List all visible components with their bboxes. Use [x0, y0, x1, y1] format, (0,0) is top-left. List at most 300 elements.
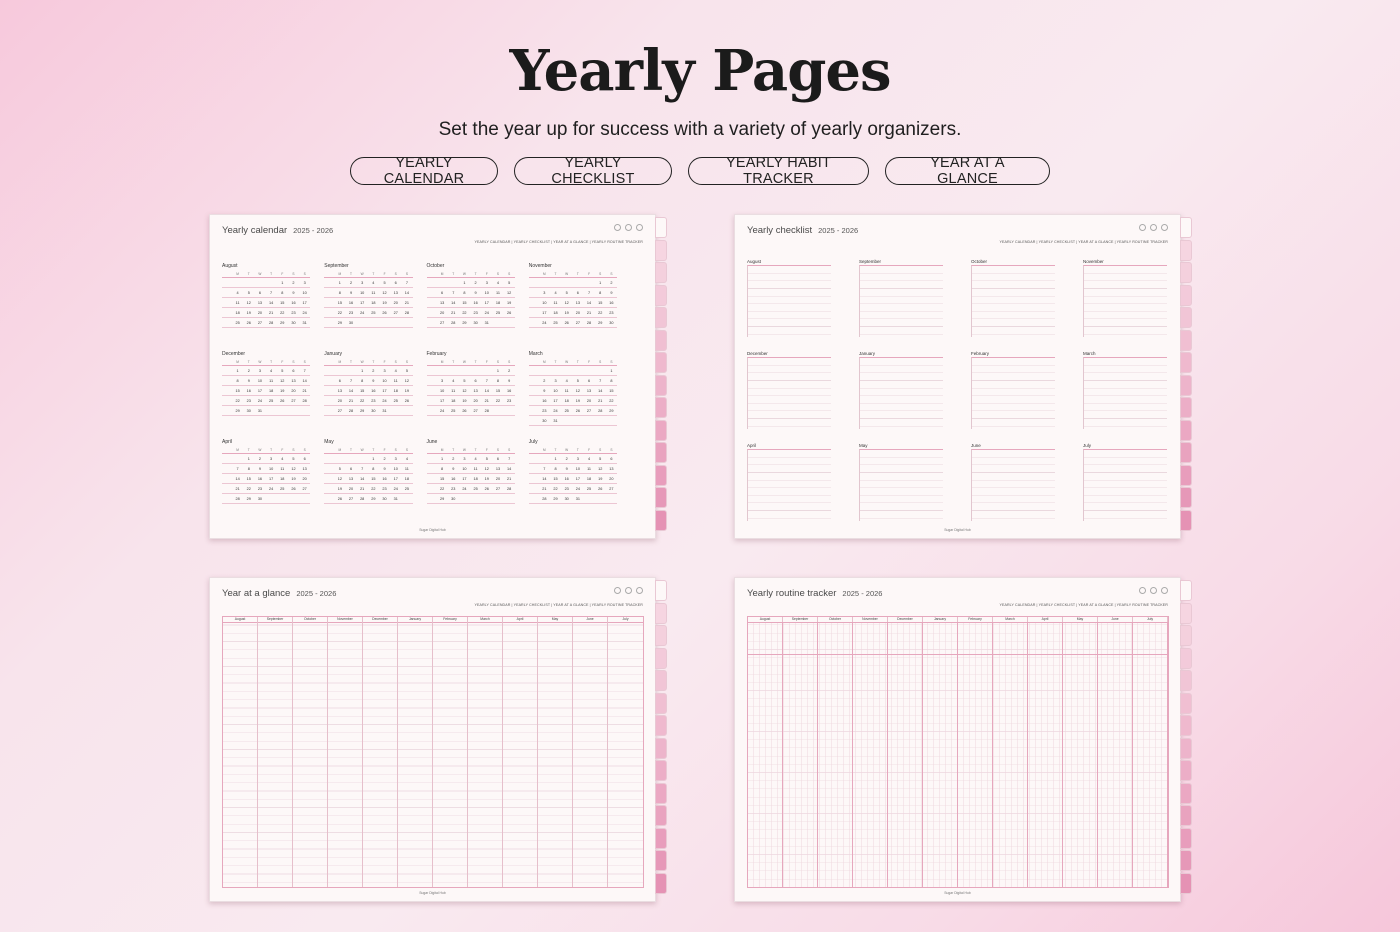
calendar-day[interactable]: 3 [441, 378, 444, 383]
side-tab[interactable] [655, 487, 667, 508]
calendar-icon[interactable] [1139, 587, 1146, 594]
calendar-day[interactable]: 21 [484, 398, 489, 403]
settings-icon[interactable] [1150, 224, 1157, 231]
sheet-navlinks[interactable]: YEARLY CALENDAR | YEARLY CHECKLIST | YEAR AT A GLANCE | YEARLY ROUTINE TRACKER [999, 603, 1168, 607]
side-tab[interactable] [655, 330, 667, 351]
side-tab[interactable] [655, 873, 667, 894]
calendar-day[interactable]: 19 [507, 300, 512, 305]
calendar-day[interactable]: 12 [564, 300, 569, 305]
calendar-day[interactable]: 15 [246, 476, 251, 481]
calendar-day[interactable]: 23 [246, 398, 251, 403]
calendar-day[interactable]: 4 [281, 456, 284, 461]
calendar-day[interactable]: 9 [508, 378, 511, 383]
calendar-day[interactable]: 12 [291, 466, 296, 471]
side-tab[interactable] [655, 217, 667, 238]
calendar-day[interactable]: 27 [439, 320, 445, 325]
calendar-day[interactable]: 14 [302, 378, 307, 383]
calendar-day[interactable]: 31 [553, 418, 558, 423]
calendar-day[interactable]: 3 [576, 456, 579, 461]
calendar-day[interactable]: 4 [270, 368, 273, 373]
side-tab[interactable] [655, 693, 667, 714]
calendar-day[interactable]: 15 [439, 476, 445, 481]
calendar-day[interactable]: 22 [371, 486, 376, 491]
sheet-navlinks[interactable]: YEARLY CALENDAR | YEARLY CHECKLIST | YEAR AT A GLANCE | YEARLY ROUTINE TRACKER [999, 240, 1168, 244]
side-tab[interactable] [1180, 648, 1192, 669]
side-tab[interactable] [1180, 285, 1192, 306]
calendar-day[interactable]: 25 [371, 310, 376, 315]
calendar-day[interactable]: 31 [393, 496, 398, 501]
calendar-day[interactable]: 5 [576, 378, 579, 383]
calendar-day[interactable]: 15 [337, 300, 342, 305]
calendar-day[interactable]: 29 [553, 496, 558, 501]
calendar-day[interactable]: 21 [404, 300, 410, 305]
calendar-day[interactable]: 10 [542, 300, 547, 305]
calendar-day[interactable]: 24 [462, 486, 467, 491]
calendar-day[interactable]: 10 [484, 290, 489, 295]
calendar-day[interactable]: 21 [451, 310, 456, 315]
calendar-day[interactable]: 21 [360, 486, 365, 491]
calendar-day[interactable]: 27 [257, 320, 263, 325]
calendar-day[interactable]: 26 [404, 398, 410, 403]
calendar-day[interactable]: 8 [236, 378, 239, 383]
calendar-day[interactable]: 2 [383, 456, 386, 461]
calendar-day[interactable]: 13 [291, 378, 296, 383]
calendar-day[interactable]: 29 [598, 320, 603, 325]
calendar-day[interactable]: 10 [575, 466, 580, 471]
side-tab[interactable] [655, 352, 667, 373]
calendar-day[interactable]: 25 [553, 320, 558, 325]
calendar-day[interactable]: 7 [405, 280, 408, 285]
calendar-day[interactable]: 2 [247, 368, 250, 373]
calendar-day[interactable]: 3 [361, 280, 364, 285]
calendar-day[interactable]: 15 [371, 476, 376, 481]
calendar-day[interactable]: 5 [383, 280, 386, 285]
calendar-day[interactable]: 23 [348, 310, 354, 315]
calendar-day[interactable]: 23 [371, 398, 376, 403]
calendar-day[interactable]: 26 [246, 320, 251, 325]
home-icon[interactable] [636, 587, 643, 594]
calendar-day[interactable]: 11 [280, 466, 285, 471]
calendar-day[interactable]: 5 [338, 466, 341, 471]
calendar-day[interactable]: 27 [302, 486, 307, 491]
calendar-day[interactable]: 29 [360, 408, 365, 413]
glance-month-column[interactable] [573, 617, 608, 887]
side-tab[interactable] [1180, 603, 1192, 624]
calendar-day[interactable]: 18 [393, 388, 398, 393]
glance-month-column[interactable] [328, 617, 363, 887]
calendar-day[interactable]: 2 [565, 456, 568, 461]
calendar-day[interactable]: 31 [575, 496, 580, 501]
calendar-day[interactable]: 25 [269, 398, 274, 403]
calendar-day[interactable]: 11 [564, 388, 569, 393]
calendar-day[interactable]: 6 [587, 378, 591, 383]
pill-yearly-habit-tracker[interactable]: YEARLY HABIT TRACKER [688, 157, 869, 185]
calendar-day[interactable]: 5 [292, 456, 295, 461]
calendar-day[interactable]: 18 [451, 398, 456, 403]
calendar-day[interactable]: 1 [372, 456, 375, 461]
side-tab[interactable] [655, 262, 667, 283]
side-tab[interactable] [655, 783, 667, 804]
calendar-day[interactable]: 5 [599, 456, 602, 461]
side-tab[interactable] [1180, 217, 1192, 238]
side-tab[interactable] [655, 285, 667, 306]
calendar-day[interactable]: 20 [473, 398, 478, 403]
calendar-day[interactable]: 17 [439, 398, 445, 403]
calendar-day[interactable]: 11 [235, 300, 240, 305]
calendar-icon[interactable] [614, 587, 621, 594]
calendar-day[interactable]: 23 [382, 486, 387, 491]
glance-month-column[interactable] [223, 617, 258, 887]
calendar-day[interactable]: 8 [441, 466, 444, 471]
calendar-day[interactable]: 11 [269, 378, 274, 383]
calendar-day[interactable]: 13 [473, 388, 478, 393]
calendar-day[interactable]: 10 [257, 378, 263, 383]
calendar-day[interactable]: 31 [302, 320, 307, 325]
calendar-day[interactable]: 8 [338, 290, 341, 295]
calendar-day[interactable]: 7 [270, 290, 273, 295]
side-tab[interactable] [1180, 760, 1192, 781]
calendar-day[interactable]: 16 [257, 476, 263, 481]
calendar-day[interactable]: 31 [382, 408, 387, 413]
calendar-day[interactable]: 6 [496, 456, 500, 461]
calendar-day[interactable]: 30 [291, 320, 296, 325]
calendar-day[interactable]: 22 [609, 398, 614, 403]
calendar-day[interactable]: 12 [280, 378, 285, 383]
calendar-day[interactable]: 28 [484, 408, 489, 413]
calendar-day[interactable]: 31 [484, 320, 489, 325]
calendar-day[interactable]: 9 [543, 388, 546, 393]
calendar-day[interactable]: 18 [269, 388, 274, 393]
calendar-day[interactable]: 10 [439, 388, 445, 393]
calendar-day[interactable]: 20 [348, 486, 354, 491]
checklist-lines[interactable] [859, 449, 943, 521]
calendar-day[interactable]: 13 [257, 300, 263, 305]
sheet-navlinks[interactable]: YEARLY CALENDAR | YEARLY CHECKLIST | YEAR AT A GLANCE | YEARLY ROUTINE TRACKER [474, 240, 643, 244]
calendar-day[interactable]: 22 [280, 310, 285, 315]
calendar-day[interactable]: 20 [575, 310, 580, 315]
calendar-day[interactable]: 22 [337, 310, 342, 315]
calendar-day[interactable]: 30 [371, 408, 376, 413]
calendar-day[interactable]: 20 [495, 476, 501, 481]
calendar-day[interactable]: 6 [258, 290, 261, 295]
calendar-day[interactable]: 13 [609, 466, 614, 471]
calendar-day[interactable]: 15 [495, 388, 501, 393]
pill-year-at-a-glance[interactable]: YEAR AT A GLANCE [885, 157, 1050, 185]
calendar-day[interactable]: 1 [599, 280, 602, 285]
calendar-day[interactable]: 4 [372, 280, 375, 285]
calendar-day[interactable]: 19 [404, 388, 410, 393]
calendar-day[interactable]: 19 [337, 486, 342, 491]
calendar-day[interactable]: 7 [452, 290, 455, 295]
calendar-day[interactable]: 30 [542, 418, 547, 423]
calendar-day[interactable]: 6 [576, 290, 579, 295]
calendar-day[interactable]: 9 [372, 378, 375, 383]
calendar-day[interactable]: 10 [269, 466, 274, 471]
calendar-day[interactable]: 9 [565, 466, 568, 471]
checklist-lines[interactable] [971, 265, 1055, 337]
glance-month-column[interactable] [503, 617, 538, 887]
calendar-day[interactable]: 25 [495, 310, 501, 315]
side-tab[interactable] [655, 375, 667, 396]
calendar-day[interactable]: 15 [235, 388, 240, 393]
calendar-day[interactable]: 14 [360, 476, 365, 481]
calendar-day[interactable]: 28 [586, 320, 592, 325]
calendar-day[interactable]: 13 [393, 290, 398, 295]
home-icon[interactable] [1161, 224, 1168, 231]
calendar-day[interactable]: 4 [452, 378, 455, 383]
calendar-day[interactable]: 26 [291, 486, 296, 491]
calendar-day[interactable]: 2 [452, 456, 455, 461]
calendar-day[interactable]: 11 [404, 466, 409, 471]
calendar-day[interactable]: 10 [382, 378, 387, 383]
calendar-day[interactable]: 2 [258, 456, 261, 461]
calendar-day[interactable]: 8 [361, 378, 364, 383]
calendar-day[interactable]: 29 [462, 320, 467, 325]
side-tab[interactable] [655, 420, 667, 441]
calendar-day[interactable]: 8 [554, 466, 557, 471]
calendar-day[interactable]: 22 [598, 310, 603, 315]
side-tab[interactable] [655, 240, 667, 261]
calendar-day[interactable]: 17 [360, 300, 365, 305]
calendar-day[interactable]: 9 [247, 378, 250, 383]
checklist-lines[interactable] [747, 357, 831, 429]
calendar-day[interactable]: 2 [372, 368, 375, 373]
calendar-day[interactable]: 20 [257, 310, 263, 315]
calendar-day[interactable]: 4 [474, 456, 477, 461]
calendar-day[interactable]: 24 [257, 398, 263, 403]
calendar-day[interactable]: 22 [235, 398, 240, 403]
calendar-day[interactable]: 2 [292, 280, 295, 285]
calendar-day[interactable]: 17 [484, 300, 489, 305]
calendar-day[interactable]: 9 [258, 466, 261, 471]
glance-month-column[interactable] [398, 617, 433, 887]
calendar-day[interactable]: 12 [246, 300, 251, 305]
calendar-day[interactable]: 18 [495, 300, 501, 305]
glance-month-column[interactable] [468, 617, 503, 887]
calendar-day[interactable]: 5 [463, 378, 466, 383]
calendar-day[interactable]: 30 [348, 320, 354, 325]
calendar-day[interactable]: 19 [462, 398, 467, 403]
calendar-day[interactable]: 18 [553, 310, 558, 315]
calendar-day[interactable]: 5 [485, 456, 488, 461]
side-tab[interactable] [1180, 442, 1192, 463]
side-tab[interactable] [1180, 307, 1192, 328]
side-tab[interactable] [655, 625, 667, 646]
side-tab[interactable] [1180, 805, 1192, 826]
calendar-day[interactable]: 27 [609, 486, 614, 491]
calendar-day[interactable]: 21 [302, 388, 307, 393]
side-tab[interactable] [1180, 715, 1192, 736]
calendar-day[interactable]: 27 [337, 408, 342, 413]
calendar-day[interactable]: 5 [247, 290, 250, 295]
calendar-day[interactable]: 14 [542, 476, 547, 481]
calendar-day[interactable]: 27 [348, 496, 354, 501]
calendar-day[interactable]: 31 [257, 408, 263, 413]
calendar-day[interactable]: 2 [474, 280, 477, 285]
side-tab[interactable] [655, 307, 667, 328]
calendar-day[interactable]: 25 [393, 398, 398, 403]
calendar-day[interactable]: 26 [280, 398, 285, 403]
calendar-day[interactable]: 26 [382, 310, 387, 315]
calendar-day[interactable]: 4 [496, 280, 500, 285]
checklist-lines[interactable] [971, 449, 1055, 521]
calendar-day[interactable]: 26 [462, 408, 467, 413]
calendar-day[interactable]: 13 [586, 388, 592, 393]
calendar-day[interactable]: 6 [474, 378, 477, 383]
calendar-day[interactable]: 28 [235, 496, 240, 501]
calendar-day[interactable]: 19 [280, 388, 285, 393]
calendar-day[interactable]: 17 [382, 388, 387, 393]
calendar-day[interactable]: 1 [338, 280, 341, 285]
calendar-day[interactable]: 7 [236, 466, 239, 471]
side-tab[interactable] [1180, 375, 1192, 396]
calendar-day[interactable]: 5 [508, 280, 511, 285]
calendar-day[interactable]: 22 [553, 486, 558, 491]
calendar-day[interactable]: 21 [507, 476, 512, 481]
calendar-day[interactable]: 14 [404, 290, 410, 295]
calendar-day[interactable]: 16 [348, 300, 354, 305]
side-tab[interactable] [1180, 487, 1192, 508]
calendar-day[interactable]: 23 [451, 486, 456, 491]
calendar-day[interactable]: 16 [609, 300, 614, 305]
calendar-day[interactable]: 14 [235, 476, 240, 481]
calendar-day[interactable]: 1 [463, 280, 466, 285]
calendar-day[interactable]: 20 [439, 310, 445, 315]
calendar-day[interactable]: 1 [554, 456, 557, 461]
calendar-day[interactable]: 8 [496, 378, 500, 383]
calendar-day[interactable]: 4 [554, 290, 557, 295]
calendar-day[interactable]: 19 [598, 476, 603, 481]
calendar-day[interactable]: 29 [337, 320, 342, 325]
settings-icon[interactable] [625, 587, 632, 594]
calendar-day[interactable]: 17 [553, 398, 558, 403]
calendar-day[interactable]: 8 [247, 466, 250, 471]
calendar-day[interactable]: 23 [564, 486, 569, 491]
calendar-day[interactable]: 19 [575, 398, 580, 403]
calendar-day[interactable]: 5 [565, 290, 568, 295]
calendar-day[interactable]: 29 [235, 408, 240, 413]
calendar-day[interactable]: 5 [281, 368, 284, 373]
calendar-day[interactable]: 23 [291, 310, 296, 315]
pill-yearly-checklist[interactable]: YEARLY CHECKLIST [514, 157, 672, 185]
calendar-day[interactable]: 16 [542, 398, 547, 403]
calendar-day[interactable]: 20 [393, 300, 398, 305]
side-tab[interactable] [1180, 262, 1192, 283]
calendar-day[interactable]: 25 [235, 320, 240, 325]
calendar-day[interactable]: 16 [382, 476, 387, 481]
side-tab[interactable] [1180, 580, 1192, 601]
calendar-day[interactable]: 7 [303, 368, 306, 373]
calendar-day[interactable]: 26 [337, 496, 342, 501]
side-tab[interactable] [655, 580, 667, 601]
calendar-day[interactable]: 9 [292, 290, 295, 295]
calendar-day[interactable]: 23 [257, 486, 263, 491]
calendar-day[interactable]: 24 [393, 486, 398, 491]
calendar-day[interactable]: 27 [393, 310, 398, 315]
home-icon[interactable] [1161, 587, 1168, 594]
calendar-day[interactable]: 1 [236, 368, 239, 373]
calendar-day[interactable]: 30 [257, 496, 263, 501]
calendar-day[interactable]: 6 [303, 456, 306, 461]
calendar-day[interactable]: 19 [246, 310, 251, 315]
calendar-day[interactable]: 11 [496, 290, 500, 295]
calendar-day[interactable]: 17 [575, 476, 580, 481]
side-tab[interactable] [1180, 693, 1192, 714]
calendar-day[interactable]: 10 [360, 290, 365, 295]
calendar-day[interactable]: 23 [473, 310, 478, 315]
calendar-day[interactable]: 4 [587, 456, 591, 461]
calendar-day[interactable]: 28 [507, 486, 512, 491]
calendar-day[interactable]: 23 [542, 408, 547, 413]
sheet-navlinks[interactable]: YEARLY CALENDAR | YEARLY CHECKLIST | YEAR AT A GLANCE | YEARLY ROUTINE TRACKER [474, 603, 643, 607]
calendar-day[interactable]: 30 [451, 496, 456, 501]
side-tab[interactable] [1180, 625, 1192, 646]
calendar-day[interactable]: 18 [404, 476, 410, 481]
calendar-day[interactable]: 8 [372, 466, 375, 471]
calendar-day[interactable]: 18 [371, 300, 376, 305]
calendar-day[interactable]: 2 [349, 280, 353, 285]
checklist-lines[interactable] [747, 449, 831, 521]
calendar-day[interactable]: 11 [553, 300, 558, 305]
calendar-day[interactable]: 18 [235, 310, 240, 315]
calendar-day[interactable]: 15 [462, 300, 467, 305]
calendar-day[interactable]: 27 [495, 486, 501, 491]
calendar-day[interactable]: 19 [564, 310, 569, 315]
calendar-day[interactable]: 14 [451, 300, 456, 305]
side-tab[interactable] [655, 442, 667, 463]
calendar-day[interactable]: 27 [291, 398, 296, 403]
calendar-day[interactable]: 14 [348, 388, 354, 393]
calendar-day[interactable]: 4 [565, 378, 568, 383]
calendar-day[interactable]: 16 [507, 388, 512, 393]
calendar-day[interactable]: 21 [348, 398, 354, 403]
calendar-day[interactable]: 6 [441, 290, 444, 295]
calendar-day[interactable]: 24 [439, 408, 445, 413]
calendar-day[interactable]: 25 [451, 408, 456, 413]
calendar-day[interactable]: 3 [543, 290, 546, 295]
calendar-day[interactable]: 16 [473, 300, 478, 305]
calendar-day[interactable]: 25 [473, 486, 478, 491]
side-tab[interactable] [1180, 330, 1192, 351]
calendar-day[interactable]: 20 [291, 388, 296, 393]
calendar-day[interactable]: 26 [598, 486, 603, 491]
calendar-day[interactable]: 16 [564, 476, 569, 481]
calendar-day[interactable]: 17 [462, 476, 467, 481]
calendar-day[interactable]: 3 [258, 368, 261, 373]
calendar-day[interactable]: 20 [586, 398, 592, 403]
calendar-day[interactable]: 17 [302, 300, 307, 305]
calendar-day[interactable]: 9 [474, 290, 477, 295]
calendar-day[interactable]: 7 [485, 378, 488, 383]
calendar-day[interactable]: 7 [349, 378, 353, 383]
calendar-day[interactable]: 22 [246, 486, 251, 491]
calendar-day[interactable]: 8 [610, 378, 613, 383]
side-tab[interactable] [655, 805, 667, 826]
side-tab[interactable] [1180, 670, 1192, 691]
calendar-day[interactable]: 18 [280, 476, 285, 481]
calendar-day[interactable]: 28 [360, 496, 365, 501]
calendar-day[interactable]: 22 [495, 398, 501, 403]
side-tab[interactable] [655, 715, 667, 736]
side-tab[interactable] [1180, 873, 1192, 894]
calendar-day[interactable]: 29 [439, 496, 445, 501]
calendar-day[interactable]: 12 [507, 290, 512, 295]
calendar-day[interactable]: 29 [280, 320, 285, 325]
calendar-day[interactable]: 6 [292, 368, 295, 373]
calendar-day[interactable]: 15 [360, 388, 365, 393]
settings-icon[interactable] [1150, 587, 1157, 594]
calendar-day[interactable]: 14 [507, 466, 512, 471]
